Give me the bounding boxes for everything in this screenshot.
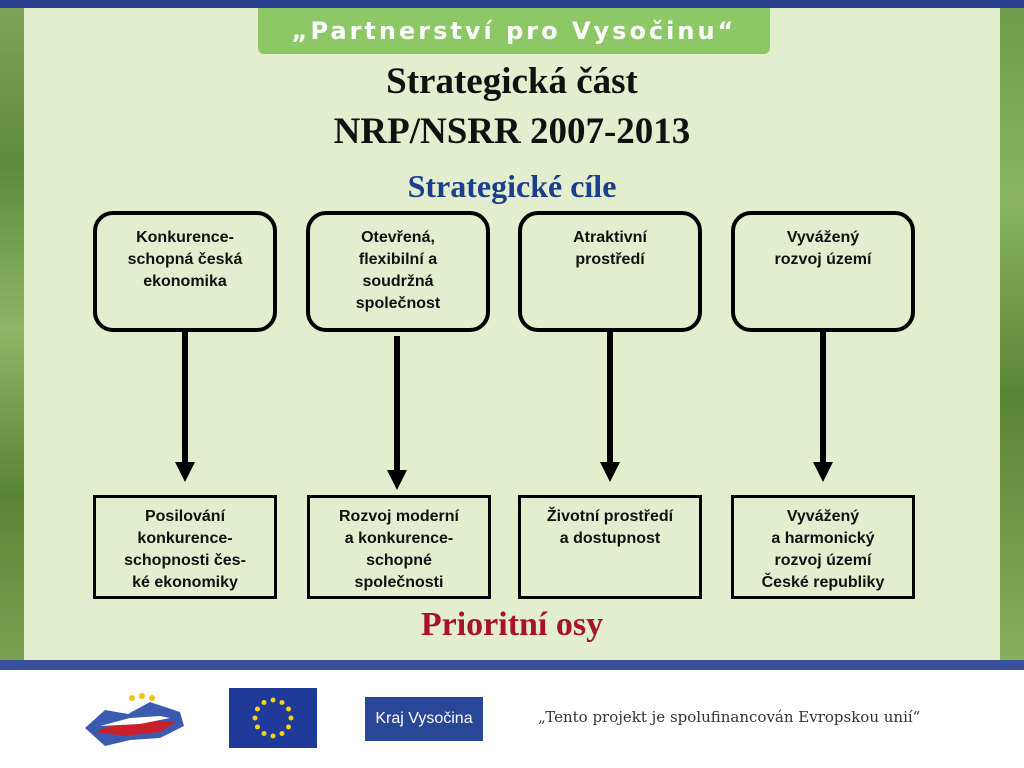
axis-label-4: Vyvážený a harmonický rozvoj území České republiky xyxy=(761,508,885,591)
axis-box-3 xyxy=(518,495,702,599)
cz-lion-logo-icon xyxy=(80,688,190,750)
axis-box-4 xyxy=(731,495,915,599)
axis-label-3: Životní prostředí a dostupnost xyxy=(546,508,674,547)
slide-title-line2: NRP/NSRR 2007-2013 xyxy=(333,111,691,152)
header-banner xyxy=(258,8,770,54)
arrow-2 xyxy=(394,336,400,470)
goal-label-3: Atraktivní prostředí xyxy=(573,229,647,268)
axis-box-1 xyxy=(93,495,277,599)
goal-box-4 xyxy=(731,211,915,332)
eu-flag-icon xyxy=(229,688,317,748)
top-bar xyxy=(0,0,1024,8)
goal-label-2: Otevřená, flexibilní a soudržná společnost xyxy=(355,229,441,312)
goal-box-3 xyxy=(518,211,702,332)
kraj-vysocina-logo: Kraj Vysočina xyxy=(365,697,483,741)
cofinance-text: „Tento projekt je spolufinancován Evropskou unií“ xyxy=(538,708,921,726)
banner-text: „Partnerství pro Vysočinu“ xyxy=(291,17,737,45)
slide-title-line1: Strategická část xyxy=(386,61,638,102)
goal-box-1 xyxy=(93,211,277,332)
axis-label-2: Rozvoj moderní a konkurence- schopné společnosti xyxy=(338,508,459,591)
goal-box-2 xyxy=(306,211,490,332)
axis-label-1: Posilování konkurence- schopnosti čes- ké ekonomiky xyxy=(124,508,246,591)
section-title-goals: Strategické cíle xyxy=(407,168,617,204)
goal-label-4: Vyvážený rozvoj území xyxy=(774,229,872,268)
arrow-4 xyxy=(820,332,826,462)
goal-label-1: Konkurence- schopná česká ekonomika xyxy=(127,229,243,290)
axis-box-2 xyxy=(307,495,491,599)
section-title-axes: Prioritní osy xyxy=(420,606,604,643)
bottom-bar xyxy=(0,660,1024,670)
arrow-3 xyxy=(607,332,613,462)
arrow-1 xyxy=(182,332,188,462)
